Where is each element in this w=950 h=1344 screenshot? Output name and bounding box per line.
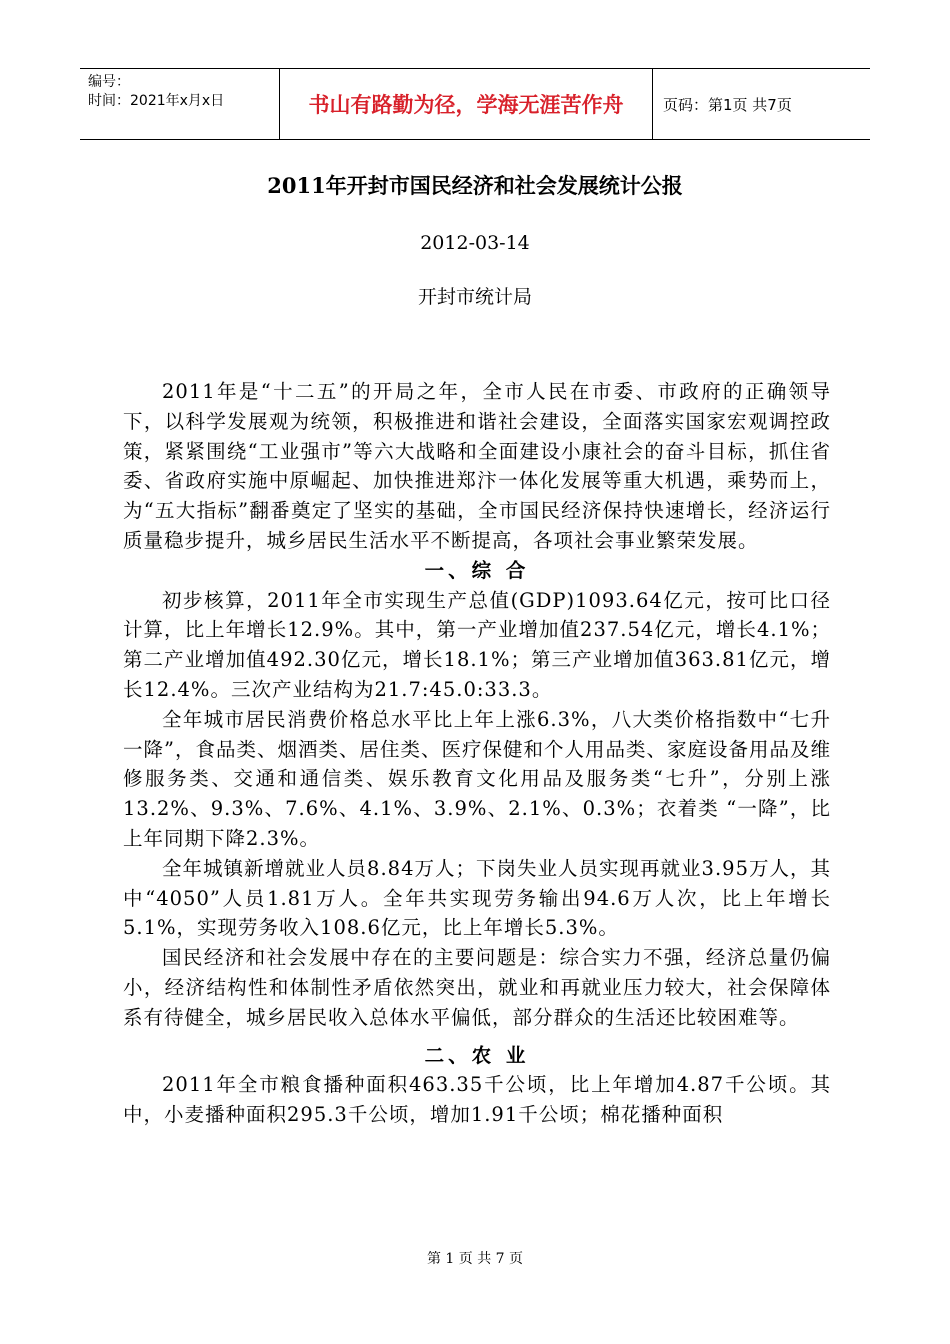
page-header xyxy=(80,68,870,140)
document-date: 2012-03-14 xyxy=(420,232,530,254)
paragraph: 全年城市居民消费价格总水平比上年上涨6.3%，八大类价格指数中“七升一降”，食品类、烟酒类、居住类、医疗保健和个人用品类、家庭设备用品及维修服务类、交通和通信类、娱乐教育文化用品及服务类“七升”，分别上涨13.2%、9.3%、7.6%、4.1%、3.9%、2.1%、0.3%；衣着类 “一降”，比上年同期下降2.3%。 xyxy=(123,707,831,850)
page-footer: 第 1 页 共 7 页 xyxy=(426,1251,524,1267)
paragraph: 国民经济和社会发展中存在的主要问题是：综合实力不强，经济总量仍偏小，经济结构性和体制性矛盾依然突出，就业和再就业压力较大，社会保障体系有待健全，城乡居民收入总体水平偏低，部分群众的生活还比较困难等。 xyxy=(123,946,831,1029)
document-body xyxy=(123,377,831,1130)
header-meta xyxy=(80,69,280,139)
code-label: 编号： xyxy=(88,74,130,90)
paragraph: 2011年全市粮食播种面积463.35千公顷，比上年增加4.87千公顷。其中，小麦播种面积295.3千公顷，增加1.91千公顷；棉花播种面积 xyxy=(123,1073,831,1127)
section-heading-2: 二、农 业 xyxy=(424,1043,530,1067)
document-title: 2011年开封市国民经济和社会发展统计公报 xyxy=(267,173,683,198)
section-heading-1: 一、综 合 xyxy=(424,558,530,582)
header-page-info: 页码：第1页 共7页 xyxy=(663,95,792,114)
intro-paragraph: 2011年是“十二五”的开局之年，全市人民在市委、市政府的正确领导下，以科学发展观为统领，积极推进和谐社会建设，全面落实国家宏观调控政策，紧紧围绕“工业强市”等六大战略和全面建设小康社会的奋斗目标，抓住省委、省政府实施中原崛起、加快推进郑汴一体化发展等重大机遇，乘势而上，为“五大指标”翻番奠定了坚实的基础，全市国民经济保持快速增长，经济运行质量稳步提升，城乡居民生活水平不断提高，各项社会事业繁荣发展。 xyxy=(123,380,831,552)
paragraph: 全年城镇新增就业人员8.84万人；下岗失业人员实现再就业3.95万人，其中“4050”人员1.81万人。全年共实现劳务输出94.6万人次，比上年增长5.1%，实现劳务收入108.6亿元，比上年增长5.3%。 xyxy=(123,856,831,940)
document-organization: 开封市统计局 xyxy=(417,286,532,308)
header-motto: 书山有路勤为径，学海无涯苦作舟 xyxy=(280,69,653,139)
paragraph: 初步核算，2011年全市实现生产总值(GDP)1093.64亿元，按可比口径计算，比上年增长12.9%。其中，第一产业增加值237.54亿元，增长4.1%；第二产业增加值492.30亿元，增长18.1%；第三产业增加值363.81亿元，增长12.4%。三次产业结构为21.7:45.0:33.3。 xyxy=(123,588,831,701)
time-label: 时间：2021年x月x日 xyxy=(88,93,225,109)
